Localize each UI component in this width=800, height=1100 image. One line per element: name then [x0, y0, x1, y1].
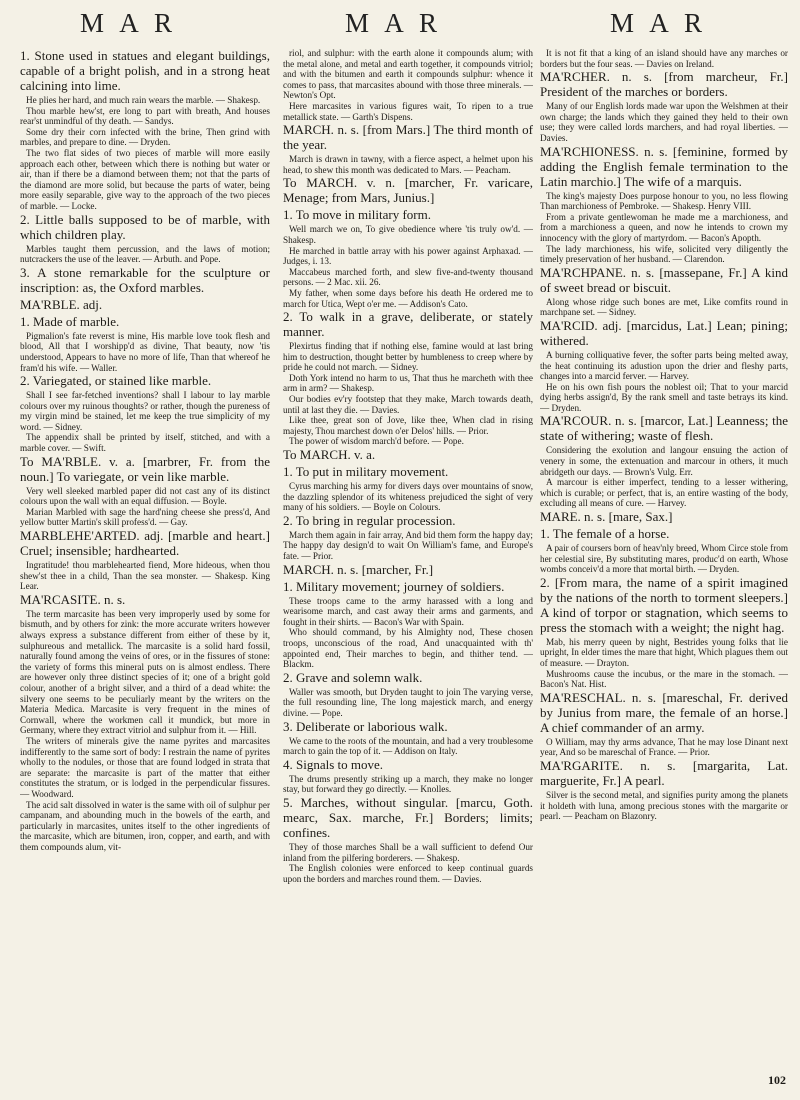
entry-quotation: He marched in battle array with his power against Arphaxad. — Judges, i. 13.: [283, 245, 533, 267]
entry-quotation: Marian Marbled with sage the hard'ning cheese she press'd, And yellow butter Martin's skill profess'd. — Gay.: [20, 506, 270, 528]
entry-quotation: Plexirtus finding that if nothing else, famine would at last bring him to destruction, thought better by humbleness to creep where by pride he could not march. — Sidney.: [283, 341, 533, 373]
entry-quotation: My father, when some days before his death He ordered me to march for Utica, Wept o'er me. — Addison's Cato.: [283, 287, 533, 309]
entry-definition: 1. Stone used in statues and elegant buildings, capable of a bright polish, and in a strong heat calcining into lime.: [20, 48, 270, 93]
entry-quotation: He plies her hard, and much rain wears the marble. — Shakesp.: [26, 95, 261, 105]
entry-definition: 2. To walk in a grave, deliberate, or stately manner.: [283, 309, 533, 340]
entry-definition: MA'RCHIONESS. n. s. [feminine, formed by adding the English female termination to the Latin marchio.] The wife of a marquis.: [540, 143, 788, 189]
column-middle: [283, 48, 533, 1078]
entry-definition: 4. Signals to move.: [283, 756, 384, 772]
entry-quotation: Like thee, great son of Jove, like thee, When clad in rising majesty, Thou marchest down o'er Delos' hills. — Prior.: [283, 415, 533, 436]
entry-quotation: They of those marches Shall be a wall sufficient to defend Our inland from the pilfering borderers. — Shakesp.: [283, 841, 533, 863]
entry-definition: 2. Variegated, or stained like marble.: [20, 373, 212, 389]
entry-definition: 2. To bring in regular procession.: [283, 512, 456, 528]
entry-quotation: Well march we on, To give obedience where 'tis truly ow'd. — Shakesp.: [283, 224, 533, 245]
entry-definition: 1. To move in military form.: [283, 207, 431, 223]
entry-quotation: Very well sleeked marbled paper did not cast any of its distinct colours upon the wall with an equal diffusion. — Boyle.: [20, 485, 270, 507]
entry-definition: 3. A stone remarkable for the sculpture or inscription: as, the Oxford marbles.: [20, 264, 270, 295]
entry-definition: 2. [From mara, the name of a spirit imagined by the nations of the north to torment sleepers.] A kind of torpor or stagnation, which seems to press the stomach with a weight; the night hag.: [540, 574, 788, 635]
entry-quotation: Along whose ridge such bones are met, Like comfits round in marchpane set. — Sidney.: [540, 296, 788, 318]
column-right: [540, 48, 788, 1078]
entry-definition: To MARCH. v. a.: [283, 447, 376, 463]
entry-definition: MA'RBLE. adj.: [20, 296, 103, 312]
entry-definition: To MARCH. v. n. [marcher, Fr. varicare, Menage; from Mars, Junius.]: [283, 175, 533, 206]
entry-quotation: Who should command, by his Almighty nod, These chosen troops, unconscious of the road, And unacquainted with th' appointed end, Their marches to begin, and thither tend. — Blackm.: [283, 627, 533, 670]
entry-definition: To MA'RBLE. v. a. [marbrer, Fr. from the noun.] To variegate, or vein like marble.: [20, 453, 270, 484]
entry-quotation: We came to the roots of the mountain, and had a very troublesome march to gain the top of it. — Addison on Italy.: [283, 735, 533, 757]
entry-quotation: Our bodies ev'ry footstep that they make, March towards death, until at last they die. — Davies.: [283, 394, 533, 415]
entry-quotation: Waller was smooth, but Dryden taught to join The varying verse, the full resounding line, The long majestick march, and energy divine. — Pope.: [283, 686, 533, 718]
entry-definition: 1. Made of marble.: [20, 313, 120, 329]
entry-definition: MA'RCHER. n. s. [from marcheur, Fr.] President of the marches or borders.: [540, 69, 788, 100]
entry-quotation: Maccabeus marched forth, and slew five-and-twenty thousand persons. — 2 Mac. xii. 26.: [283, 266, 533, 288]
entry-quotation: Many of our English lords made war upon the Welshmen at their own charge; the lands which they gained they held to their own use; they were called lords marchers, and had royal liberties. — Davies.: [540, 101, 788, 143]
entry-quotation: Pigmalion's fate reverst is mine, His marble love took flesh and blood, All that I worshipp'd as divine, That beauty, now 'tis understood, Appears to have no more of life, Than that whereof he fram'd his wife. — Waller.: [20, 330, 270, 373]
entry-quotation: The acid salt dissolved in water is the same with oil of sulphur per campanam, and abounding much in the bowels of the earth, and particularly in marcasites, unites itself to the other ingredients of the marcasite, which are bitumen, iron, copper, and earth, and with them compounds alum, vit-: [20, 799, 270, 852]
entry-definition: MARBLEHE'ARTED. adj. [marble and heart.] Cruel; insensible; hardhearted.: [20, 528, 270, 559]
entry-quotation: A burning colliquative fever, the softer parts being melted away, the heat continuing its adustion upon the drier and fleshy parts, changes into a marcid ferver. — Harvey.: [540, 349, 788, 382]
entry-quotation: Considering the exolution and langour ensuing the action of venery in some, the extenuation and marcour in others, it much abridgeth our days. — Brown's Vulg. Err.: [540, 445, 788, 477]
entry-definition: MA'RGARITE. n. s. [margarita, Lat. marguerite, Fr.] A pearl.: [540, 757, 788, 788]
entry-quotation: The lady marchioness, his wife, solicited very diligently the timely preservation of her husband. — Clarendon.: [540, 243, 788, 265]
entry-quotation: O William, may thy arms advance, That he may lose Dinant next year, And so be mareschal of France. — Prior.: [540, 736, 788, 758]
entry-quotation: Silver is the second metal, and signifies purity among the planets it holdeth with luna, among precious stones with the margarite or pearl. — Peacham on Blazonry.: [540, 789, 788, 822]
running-header: [0, 8, 800, 48]
entry-quotation: These troops came to the army harassed with a long and wearisome march, and cast away their arms and garments, and fought in their shirts. — Bacon's War with Spain.: [283, 595, 533, 627]
entry-quotation: A pair of coursers born of heav'nly breed, Whom Circe stole from her celestial sire, By substituting mares, produc'd on earth, Whose wombs conceiv'd a more that mortal birth. — Dryden.: [540, 543, 788, 575]
entry-quotation: March is drawn in tawny, with a fierce aspect, a helmet upon his head, to shew this month was dedicated to Mars. — Peacham.: [283, 154, 533, 175]
entry-definition: MA'RCHPANE. n. s. [massepane, Fr.] A kind of sweet bread or biscuit.: [540, 264, 788, 295]
entry-quotation: The king's majesty Does purpose honour to you, no less flowing Than marchioness of Pembroke. — Shakesp. Henry VIII.: [540, 190, 788, 212]
column-left: [20, 48, 270, 1078]
entry-quotation: He on his own fish pours the noblest oil; That to your marcid dying herbs assign'd, By the rank smell and taste betrays its kind. — Dryden.: [540, 381, 788, 413]
entry-quotation: Thou marble hew'st, ere long to part with breath, And houses rear'st unmindful of thy death. — Sandys.: [20, 105, 270, 127]
entry-quotation: March them again in fair array, And bid them form the happy day; The happy day design'd to wait On William's fame, and Europe's fate. — Prior.: [283, 529, 533, 561]
entry-quotation: Mab, his merry queen by night, Bestrides young folks that lie upright, In elder times the mare that hight, Which plagues them out of measure. — Drayton.: [540, 636, 788, 668]
entry-definition: 1. To put in military movement.: [283, 464, 449, 480]
entry-quotation: The power of wisdom march'd before. — Pope.: [289, 436, 464, 447]
entry-definition: MA'RCOUR. n. s. [marcor, Lat.] Leanness; the state of withering; waste of flesh.: [540, 413, 788, 444]
entry-quotation: From a private gentlewoman he made me a marchioness, and from a marchioness a queen, and now he intends to crown my innocency with the glory of martyrdom. — Bacon's Apopth.: [540, 211, 788, 243]
entry-quotation: A marcour is either imperfect, tending to a lesser withering, which is curable; or perfect, that is, an entire wasting of the body, excluding all means of cure. — Harvey.: [540, 477, 788, 509]
entry-definition: MA'RESCHAL. n. s. [mareschal, Fr. derived by Junius from mare, the female of an horse.] A chief commander of an army.: [540, 689, 788, 735]
entry-definition: 5. Marches, without singular. [marcu, Goth. mearc, Sax. marche, Fr.] Borders; limits; confines.: [283, 794, 533, 840]
entry-definition: 3. Deliberate or laborious walk.: [283, 718, 448, 734]
entry-quotation: riol, and sulphur: with the earth alone it compounds alum; with the metal alone, and metal and earth together, it compounds vitriol; and with the bitumen and earth it compounds sulphur: whence it comes to pass, that marcasites abound with those three minerals. — Newton's Opt.: [283, 48, 533, 101]
entry-quotation: The two flat sides of two pieces of marble will more easily approach each other, between which there is nothing but water or air, than if there be a diamond between them; not that the parts of the diamond are more solid, but because the parts of water, being more easily separable, give way to the approach of the two pieces of marble. — Locke.: [20, 147, 270, 211]
entry-quotation: The writers of minerals give the name pyrites and marcasites indifferently to the same sort of body: I restrain the name of pyrites wholly to the nodules, or those that are found lodged in strata that are separate: the marcasite is part of the matter that either constitutes the stratum, or is lodged in the perpendicular fissures. — Woodward.: [20, 735, 270, 799]
running-head-left: M A R: [80, 8, 178, 38]
entry-definition: MARE. n. s. [mare, Sax.]: [540, 509, 673, 525]
running-head-center: M A R: [345, 8, 443, 38]
entry-definition: 2. Grave and solemn walk.: [283, 669, 423, 685]
entry-quotation: Marbles taught them percussion, and the laws of motion; nutcrackers the use of the leaver. — Arbuth. and Pope.: [20, 243, 270, 265]
entry-quotation: Ingratitude! thou marblehearted fiend, More hideous, when thou shew'st thee in a child, Than the sea monster. — Shakesp. King Lear.: [20, 560, 270, 592]
entry-definition: MA'RCASITE. n. s.: [20, 591, 126, 607]
entry-quotation: It is not fit that a king of an island should have any marches or borders but the four seas. — Davies on Ireland.: [540, 48, 788, 69]
entry-definition: MARCH. n. s. [marcher, Fr.]: [283, 561, 434, 577]
entry-quotation: Mushrooms cause the incubus, or the mare in the stomach. — Bacon's Nat. Hist.: [540, 668, 788, 690]
running-head-right: M A R: [610, 8, 708, 38]
entry-definition: MARCH. n. s. [from Mars.] The third month of the year.: [283, 122, 533, 153]
entry-quotation: Shall I see far-fetched inventions? shall I labour to lay marble colours over my ruinous thoughts? or rather, though the pureness of my virgin mind be stained, let me keep the true simplicity of my word. — Sidney.: [20, 390, 270, 432]
entry-quotation: The term marcasite has been very improperly used by some for bismuth, and by others for zink: the more accurate writers however always express a substance different from either of these by it, sulphureous and metallick. The marcasite is a solid hard fossil, naturally found among the veins of ores, or in the fissures of stone: the variety of forms this mineral puts on is almost endless. There are however only three distinct species of it; one of a bright gold colour, another of a bright silver, and a third of a dead white: the silvery one seems to be peculiarly meant by the writers on the Materia Medica. Marcasite is very frequent in the mines of Cornwall, where the workmen call it mundick, but more in Germany, where they extract vitriol and sulphur from it. — Hill.: [20, 608, 270, 736]
page-number: 102: [768, 1073, 786, 1087]
entry-quotation: The appendix shall be printed by itself, stitched, and with a marble cover. — Swift.: [20, 432, 270, 454]
entry-definition: 1. Military movement; journey of soldiers.: [283, 578, 505, 594]
entry-quotation: Doth York intend no harm to us, That thus he marcheth with thee arm in arm? — Shakesp.: [283, 372, 533, 394]
entry-quotation: The English colonies were enforced to keep continual guards upon the borders and marches round them. — Davies.: [283, 863, 533, 884]
entry-definition: 1. The female of a horse.: [540, 526, 670, 542]
entry-quotation: Here marcasites in various figures wait, To ripen to a true metallick state. — Garth's Dispens.: [283, 100, 533, 122]
entry-definition: 2. Little balls supposed to be of marble, with which children play.: [20, 211, 270, 242]
entry-quotation: Some dry their corn infected with the brine, Then grind with marbles, and prepare to dine. — Dryden.: [20, 126, 270, 148]
entry-quotation: The drums presently striking up a march, they make no longer stay, but forward they go directly. — Knolles.: [283, 773, 533, 795]
entry-definition: MA'RCID. adj. [marcidus, Lat.] Lean; pining; withered.: [540, 317, 788, 348]
entry-quotation: Cyrus marching his army for divers days over mountains of snow, the dazzling splendor of its whiteness prejudiced the sight of very many of his soldiers. — Boyle on Colours.: [283, 481, 533, 513]
